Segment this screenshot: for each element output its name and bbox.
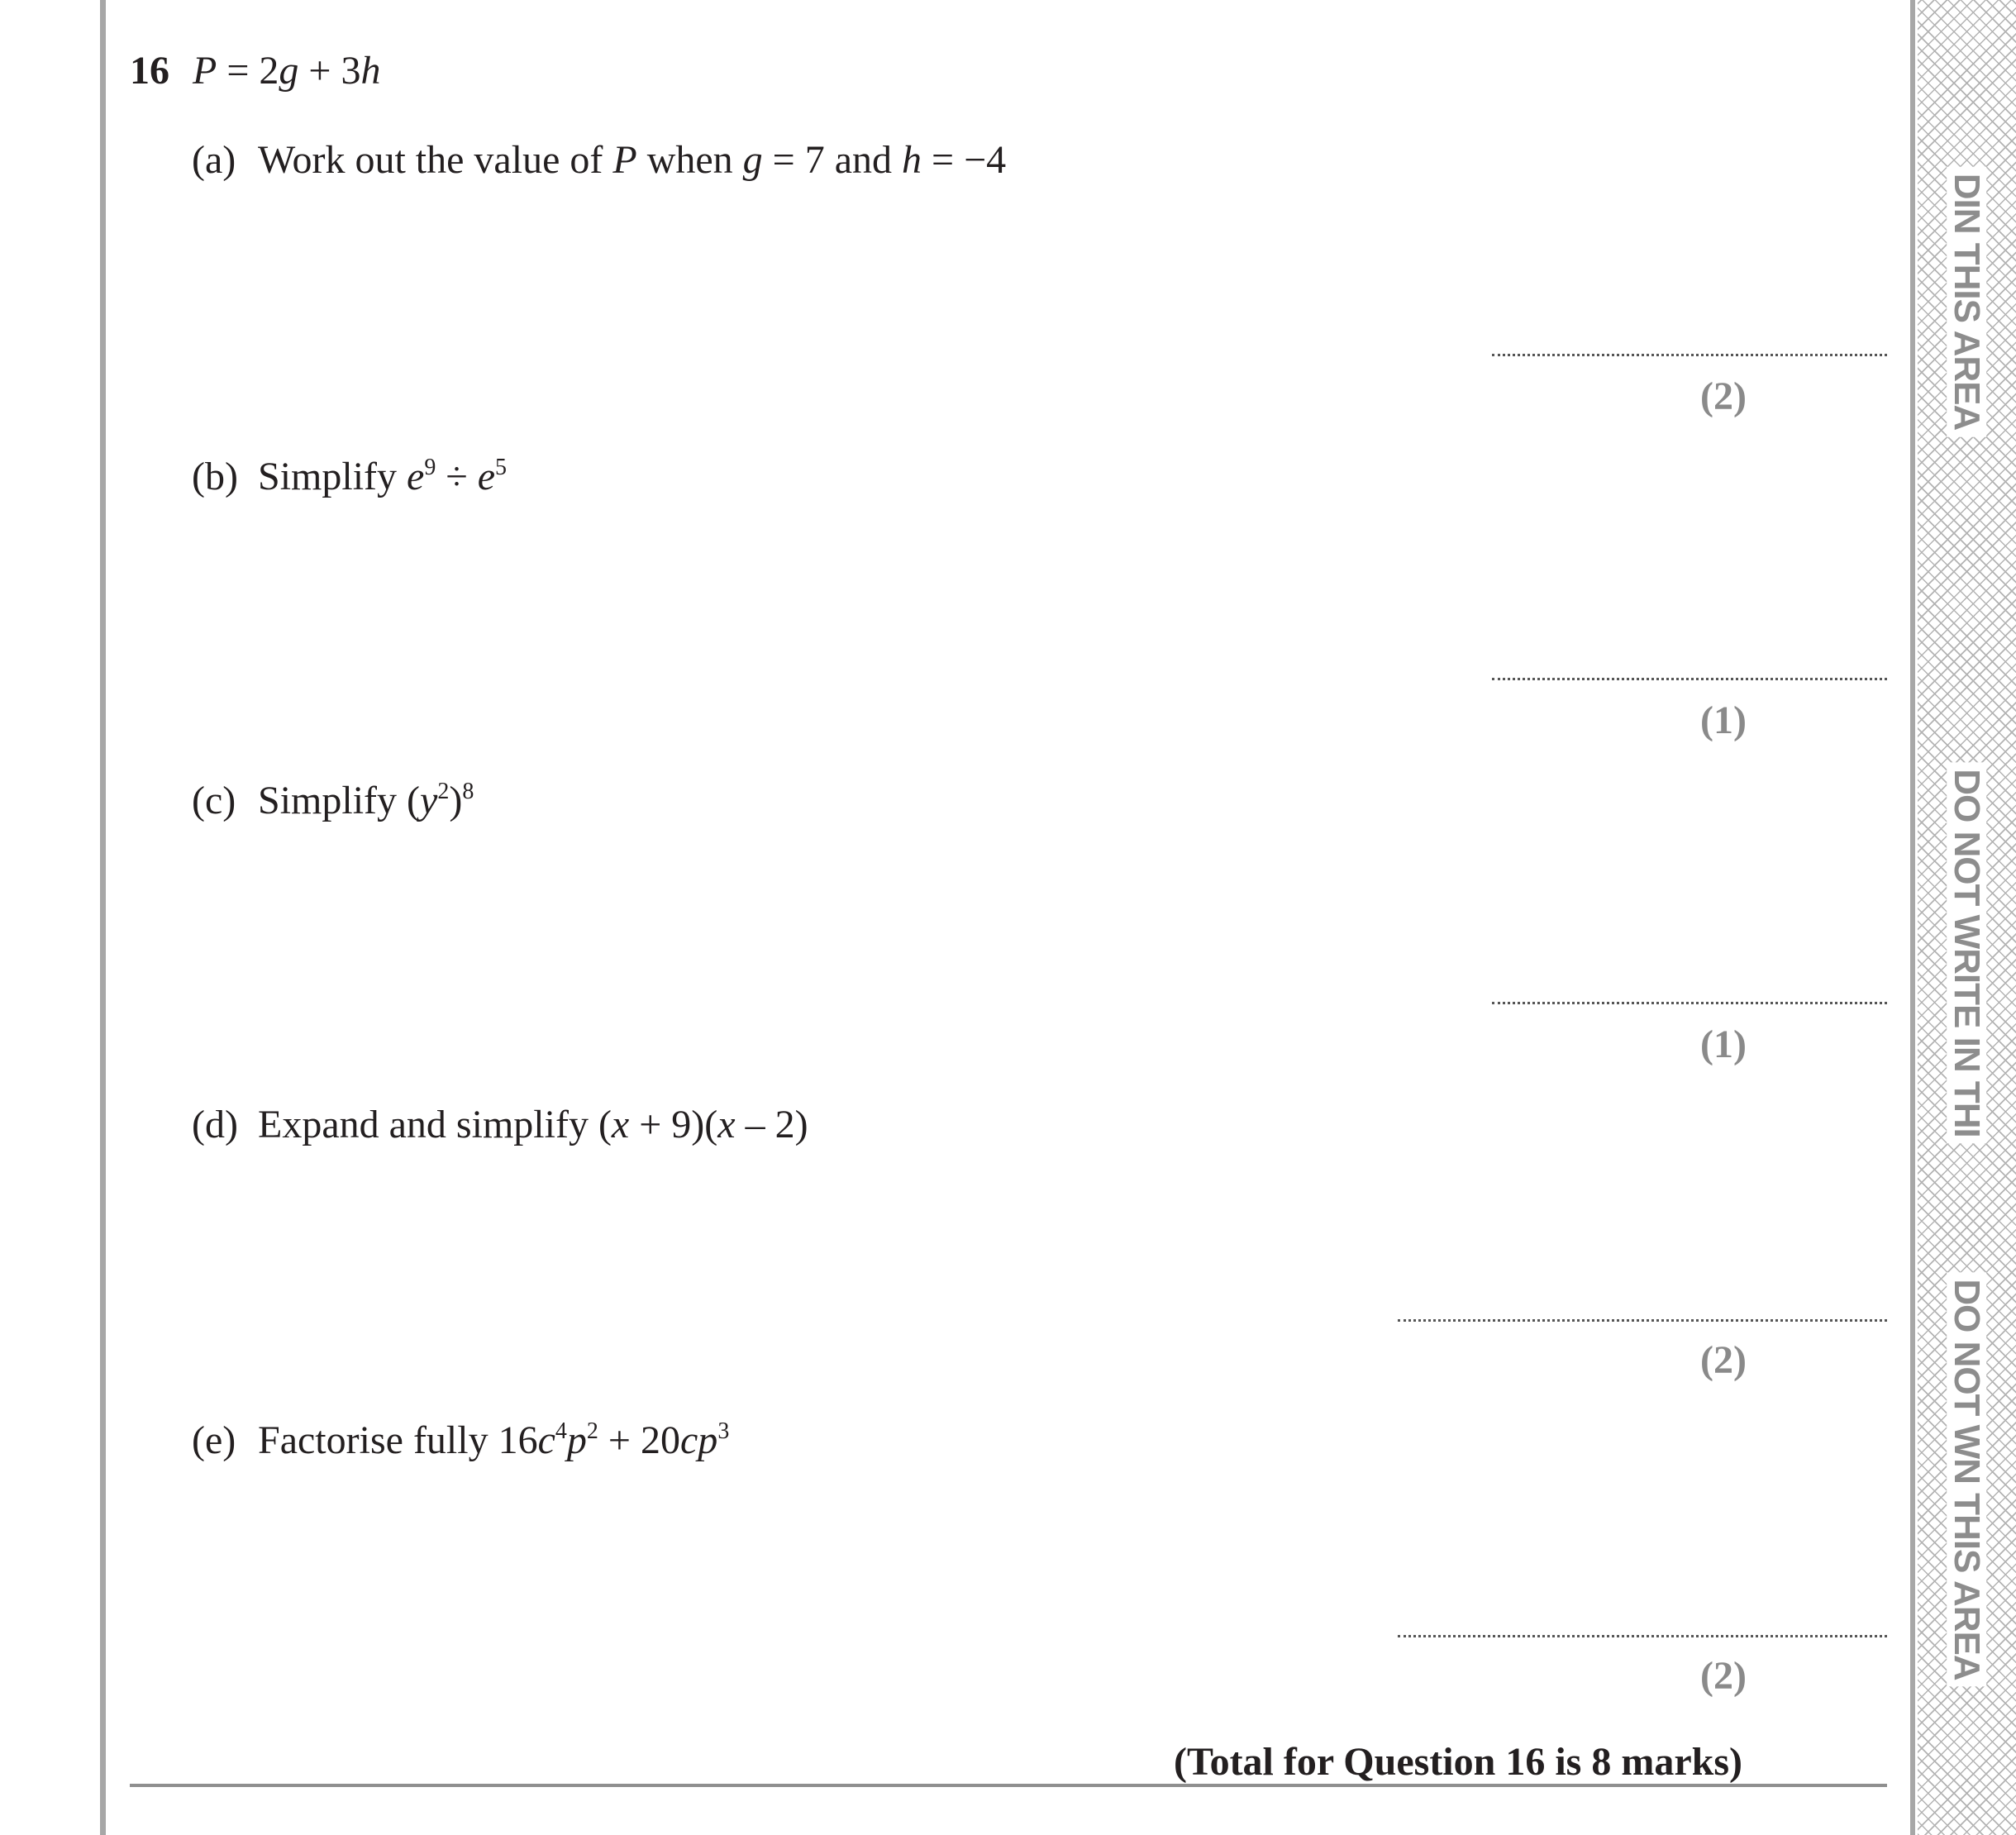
question-number: 16 bbox=[130, 49, 169, 93]
part-e-prompt: (e) Factorise fully $16c^4p^2 + 20cp^3$ bbox=[192, 1418, 730, 1462]
part-d-prompt: (d) Expand and simplify (x + 9)(x – 2) bbox=[192, 1103, 808, 1146]
part-c-prompt: (c) Simplify $(y^2)^8$ bbox=[192, 779, 474, 822]
marks-d: (2) bbox=[1700, 1338, 1747, 1382]
answer-input-e[interactable] bbox=[1398, 1586, 1890, 1634]
right-margin-rule bbox=[1910, 0, 1915, 1835]
answer-input-d[interactable] bbox=[1398, 1270, 1890, 1318]
answer-input-b[interactable] bbox=[1492, 629, 1890, 677]
marks-b: (1) bbox=[1700, 698, 1747, 742]
margin-label-3: DO NOT WN THIS AREA bbox=[1947, 1272, 1986, 1686]
answer-line-d bbox=[1398, 1319, 1887, 1322]
part-c-label: (c) bbox=[192, 779, 236, 822]
part-a-prompt: (a) Work out the value of P when g = 7 and h = −4 bbox=[192, 138, 1007, 182]
answer-line-e bbox=[1398, 1635, 1887, 1637]
part-d-label: (d) bbox=[192, 1103, 238, 1146]
marks-c: (1) bbox=[1700, 1022, 1747, 1066]
marks-a: (2) bbox=[1700, 374, 1747, 418]
left-margin-rule bbox=[100, 0, 106, 1835]
margin-label-1: DIN THIS AREA bbox=[1947, 167, 1986, 437]
part-e-label: (e) bbox=[192, 1418, 236, 1462]
part-b-prompt: (b) Simplify $e^9 \div e^5$ bbox=[192, 455, 507, 498]
part-a-label: (a) bbox=[192, 138, 236, 182]
marks-e: (2) bbox=[1700, 1654, 1747, 1698]
margin-label-2: DO NOT WRITE IN THI bbox=[1947, 762, 1986, 1143]
answer-line-a bbox=[1492, 354, 1887, 356]
question-end-rule bbox=[130, 1784, 1887, 1787]
answer-input-a[interactable] bbox=[1492, 305, 1890, 353]
answer-line-b bbox=[1492, 678, 1887, 680]
part-b-label: (b) bbox=[192, 455, 238, 498]
question-stem: P = 2g + 3h bbox=[193, 49, 381, 93]
question-total: (Total for Question 16 is 8 marks) bbox=[1173, 1740, 1742, 1784]
answer-input-c[interactable] bbox=[1492, 953, 1890, 1001]
answer-line-c bbox=[1492, 1002, 1887, 1004]
